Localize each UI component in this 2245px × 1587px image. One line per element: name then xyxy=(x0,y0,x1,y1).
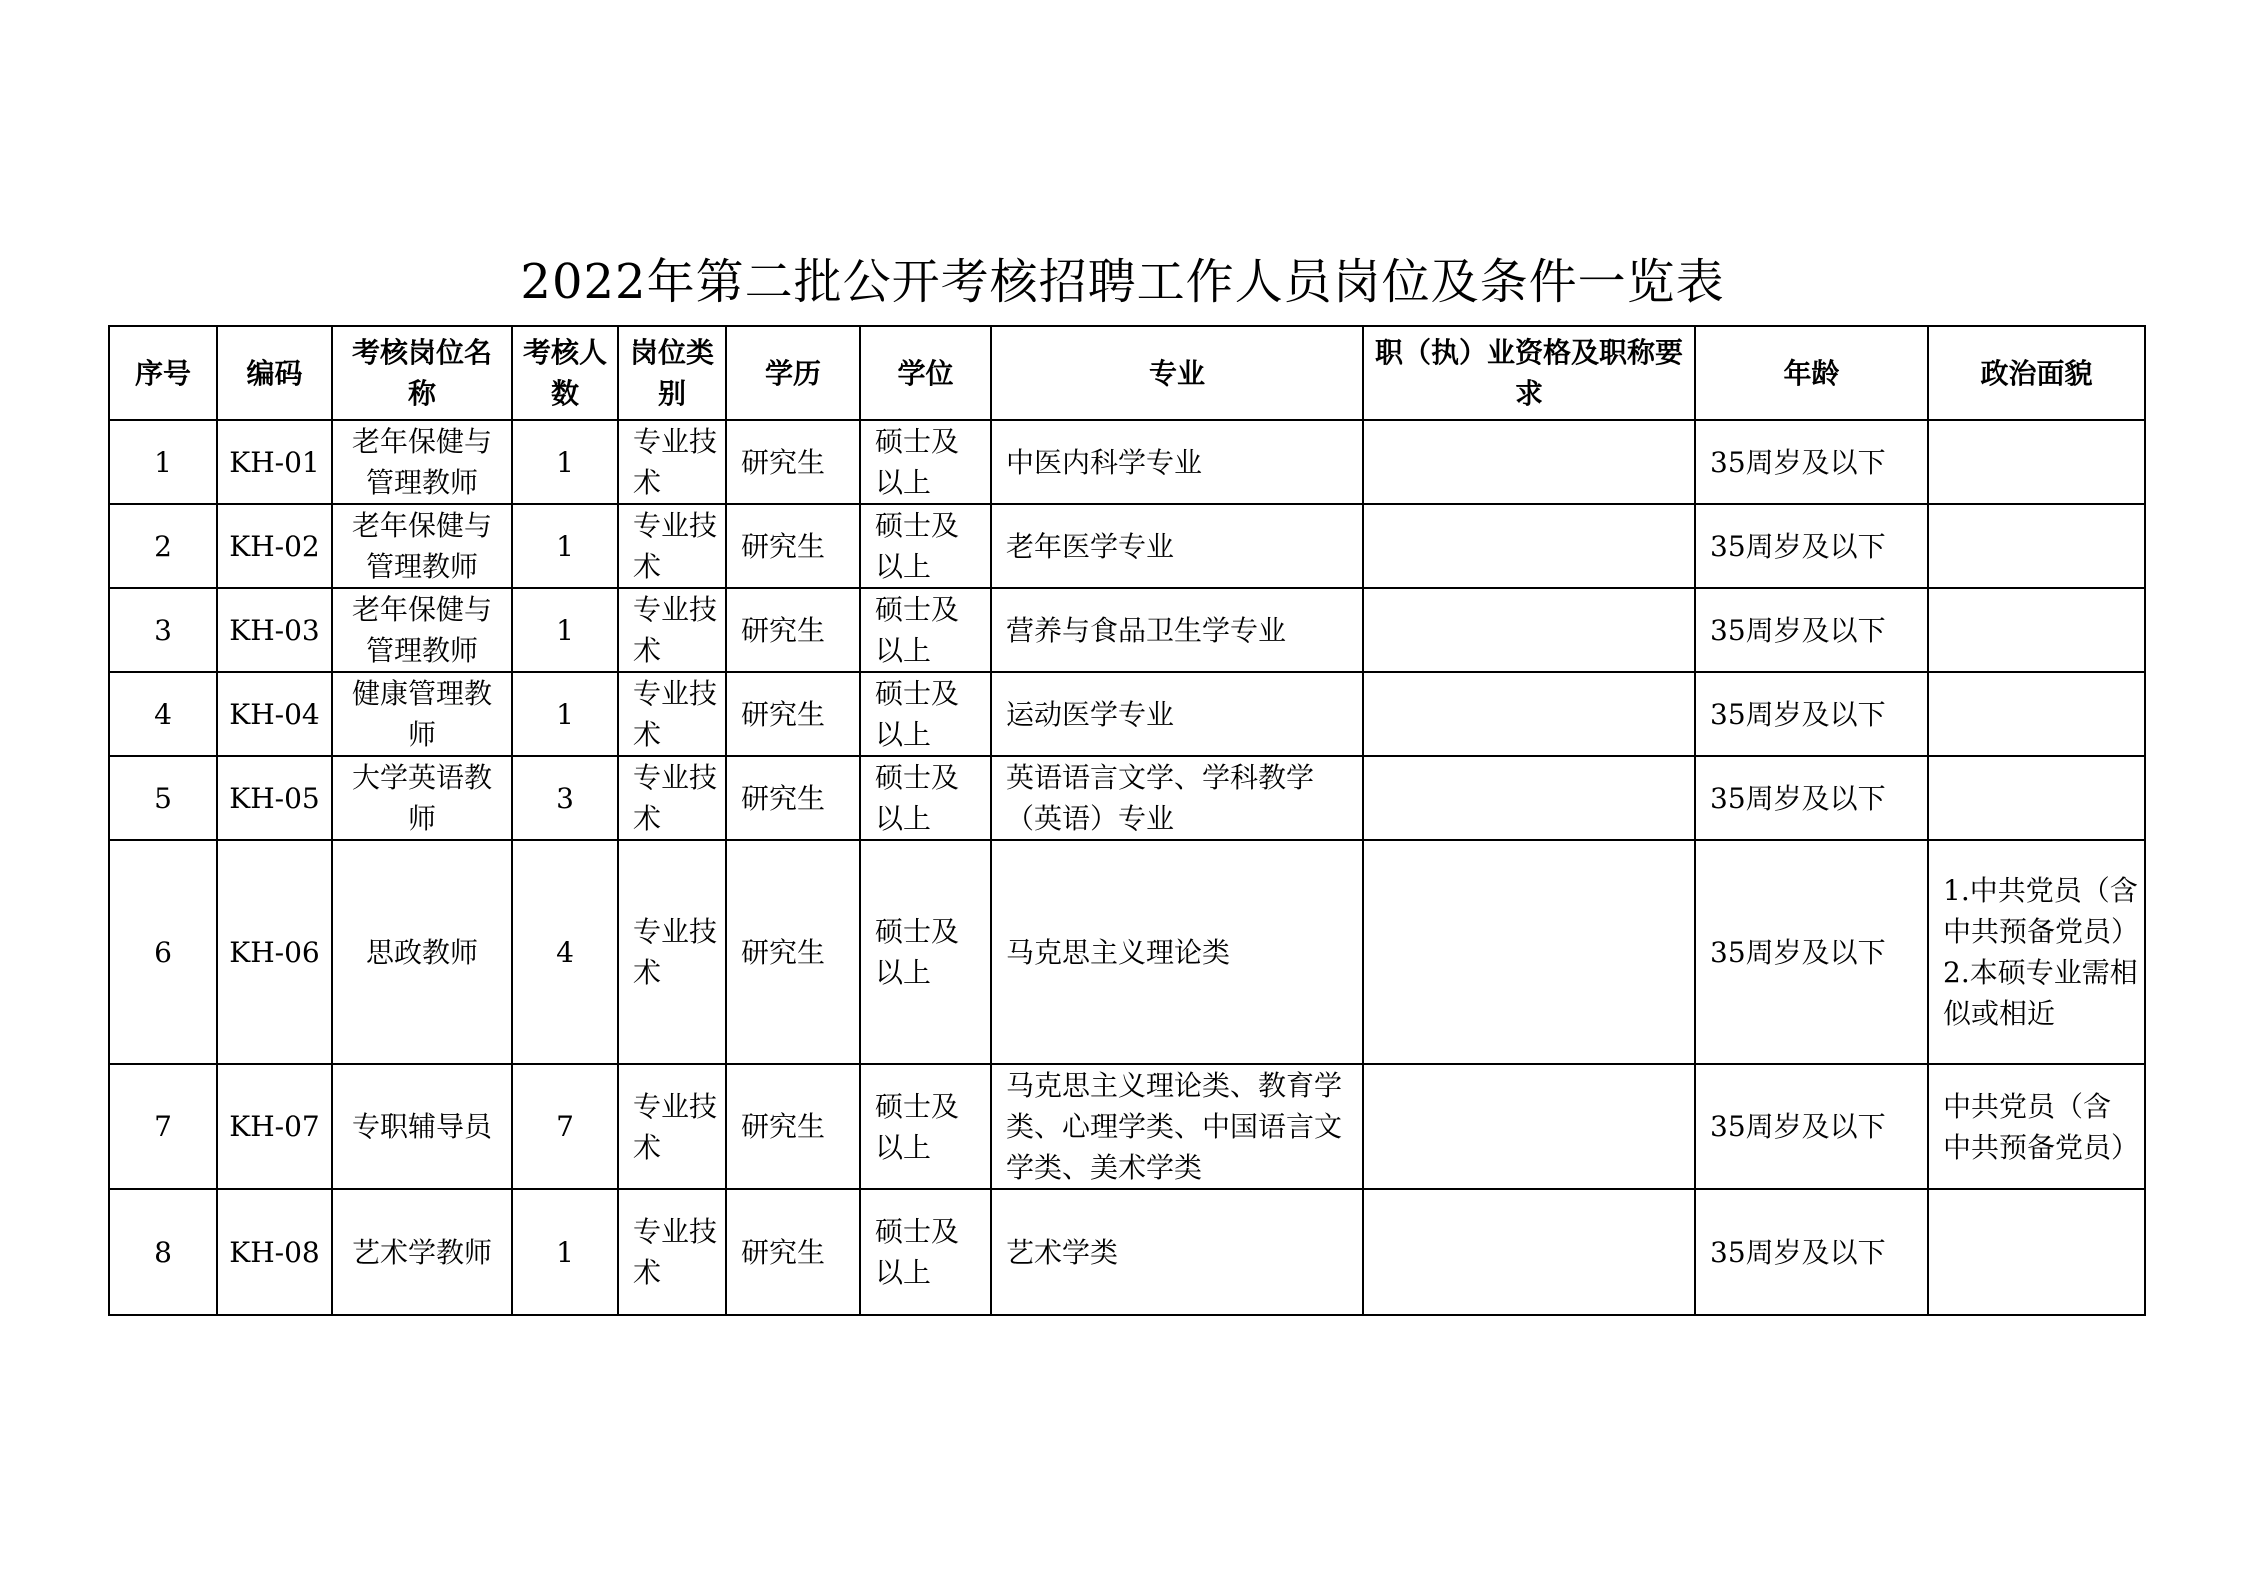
cell-age: 35周岁及以下 xyxy=(1695,840,1928,1064)
cell-count: 1 xyxy=(512,420,618,504)
cell-education: 研究生 xyxy=(726,1189,860,1315)
cell-qualification xyxy=(1363,756,1695,840)
cell-seq: 7 xyxy=(109,1064,217,1189)
cell-qualification xyxy=(1363,504,1695,588)
table-row xyxy=(109,840,2145,1064)
cell-age: 35周岁及以下 xyxy=(1695,756,1928,840)
cell-qualification xyxy=(1363,840,1695,1064)
cell-code: KH-01 xyxy=(217,420,332,504)
cell-education: 研究生 xyxy=(726,588,860,672)
cell-age: 35周岁及以下 xyxy=(1695,672,1928,756)
cell-major: 艺术学类 xyxy=(991,1189,1363,1315)
header-age: 年龄 xyxy=(1695,326,1928,420)
cell-position: 老年保健与管理教师 xyxy=(332,588,512,672)
cell-count: 1 xyxy=(512,672,618,756)
cell-seq: 5 xyxy=(109,756,217,840)
cell-count: 1 xyxy=(512,504,618,588)
cell-age: 35周岁及以下 xyxy=(1695,1189,1928,1315)
cell-count: 4 xyxy=(512,840,618,1064)
cell-code: KH-05 xyxy=(217,756,332,840)
cell-qualification xyxy=(1363,672,1695,756)
positions-table xyxy=(108,325,2146,1316)
cell-code: KH-03 xyxy=(217,588,332,672)
cell-seq: 1 xyxy=(109,420,217,504)
cell-category: 专业技术 xyxy=(618,1189,726,1315)
cell-count: 7 xyxy=(512,1064,618,1189)
cell-political xyxy=(1928,588,2145,672)
cell-degree: 硕士及以上 xyxy=(860,1189,991,1315)
cell-political: 中共党员（含中共预备党员） xyxy=(1928,1064,2145,1189)
header-position: 考核岗位名称 xyxy=(332,326,512,420)
cell-category: 专业技术 xyxy=(618,840,726,1064)
table-row xyxy=(109,504,2145,588)
cell-code: KH-06 xyxy=(217,840,332,1064)
cell-political xyxy=(1928,672,2145,756)
header-education: 学历 xyxy=(726,326,860,420)
cell-category: 专业技术 xyxy=(618,1064,726,1189)
table-header-row xyxy=(109,326,2145,420)
cell-seq: 2 xyxy=(109,504,217,588)
cell-code: KH-08 xyxy=(217,1189,332,1315)
cell-political xyxy=(1928,504,2145,588)
cell-code: KH-07 xyxy=(217,1064,332,1189)
header-major: 专业 xyxy=(991,326,1363,420)
cell-age: 35周岁及以下 xyxy=(1695,504,1928,588)
table-row xyxy=(109,588,2145,672)
cell-major: 运动医学专业 xyxy=(991,672,1363,756)
table-row xyxy=(109,420,2145,504)
cell-position: 艺术学教师 xyxy=(332,1189,512,1315)
cell-degree: 硕士及以上 xyxy=(860,420,991,504)
header-seq: 序号 xyxy=(109,326,217,420)
document-title: 2022年第二批公开考核招聘工作人员岗位及条件一览表 xyxy=(520,254,1725,310)
cell-age: 35周岁及以下 xyxy=(1695,1064,1928,1189)
cell-education: 研究生 xyxy=(726,1064,860,1189)
header-count: 考核人数 xyxy=(512,326,618,420)
cell-qualification xyxy=(1363,420,1695,504)
cell-qualification xyxy=(1363,588,1695,672)
cell-qualification xyxy=(1363,1064,1695,1189)
cell-major: 中医内科学专业 xyxy=(991,420,1363,504)
cell-position: 老年保健与管理教师 xyxy=(332,504,512,588)
cell-degree: 硕士及以上 xyxy=(860,1064,991,1189)
cell-qualification xyxy=(1363,1189,1695,1315)
cell-position: 健康管理教师 xyxy=(332,672,512,756)
cell-political: 1.中共党员（含中共预备党员）2.本硕专业需相似或相近 xyxy=(1928,840,2145,1064)
cell-seq: 4 xyxy=(109,672,217,756)
table-row xyxy=(109,756,2145,840)
cell-major: 营养与食品卫生学专业 xyxy=(991,588,1363,672)
header-category: 岗位类别 xyxy=(618,326,726,420)
cell-political xyxy=(1928,1189,2145,1315)
cell-category: 专业技术 xyxy=(618,420,726,504)
cell-degree: 硕士及以上 xyxy=(860,672,991,756)
cell-count: 1 xyxy=(512,1189,618,1315)
cell-education: 研究生 xyxy=(726,840,860,1064)
cell-category: 专业技术 xyxy=(618,588,726,672)
cell-degree: 硕士及以上 xyxy=(860,504,991,588)
header-code: 编码 xyxy=(217,326,332,420)
cell-political xyxy=(1928,756,2145,840)
cell-position: 思政教师 xyxy=(332,840,512,1064)
header-degree: 学位 xyxy=(860,326,991,420)
cell-count: 3 xyxy=(512,756,618,840)
cell-position: 老年保健与管理教师 xyxy=(332,420,512,504)
cell-seq: 6 xyxy=(109,840,217,1064)
cell-category: 专业技术 xyxy=(618,672,726,756)
header-qualification: 职（执）业资格及职称要求 xyxy=(1363,326,1695,420)
cell-education: 研究生 xyxy=(726,420,860,504)
cell-position: 大学英语教师 xyxy=(332,756,512,840)
table-row xyxy=(109,1189,2145,1315)
cell-major: 英语语言文学、学科教学（英语）专业 xyxy=(991,756,1363,840)
cell-degree: 硕士及以上 xyxy=(860,756,991,840)
cell-degree: 硕士及以上 xyxy=(860,840,991,1064)
table-row xyxy=(109,1064,2145,1189)
cell-political xyxy=(1928,420,2145,504)
cell-major: 老年医学专业 xyxy=(991,504,1363,588)
cell-seq: 3 xyxy=(109,588,217,672)
cell-age: 35周岁及以下 xyxy=(1695,588,1928,672)
cell-education: 研究生 xyxy=(726,672,860,756)
cell-major: 马克思主义理论类 xyxy=(991,840,1363,1064)
cell-code: KH-02 xyxy=(217,504,332,588)
cell-education: 研究生 xyxy=(726,756,860,840)
header-political: 政治面貌 xyxy=(1928,326,2145,420)
cell-major: 马克思主义理论类、教育学类、心理学类、中国语言文学类、美术学类 xyxy=(991,1064,1363,1189)
cell-education: 研究生 xyxy=(726,504,860,588)
cell-seq: 8 xyxy=(109,1189,217,1315)
cell-category: 专业技术 xyxy=(618,504,726,588)
cell-degree: 硕士及以上 xyxy=(860,588,991,672)
cell-position: 专职辅导员 xyxy=(332,1064,512,1189)
cell-age: 35周岁及以下 xyxy=(1695,420,1928,504)
cell-category: 专业技术 xyxy=(618,756,726,840)
cell-code: KH-04 xyxy=(217,672,332,756)
cell-count: 1 xyxy=(512,588,618,672)
table-row xyxy=(109,672,2145,756)
